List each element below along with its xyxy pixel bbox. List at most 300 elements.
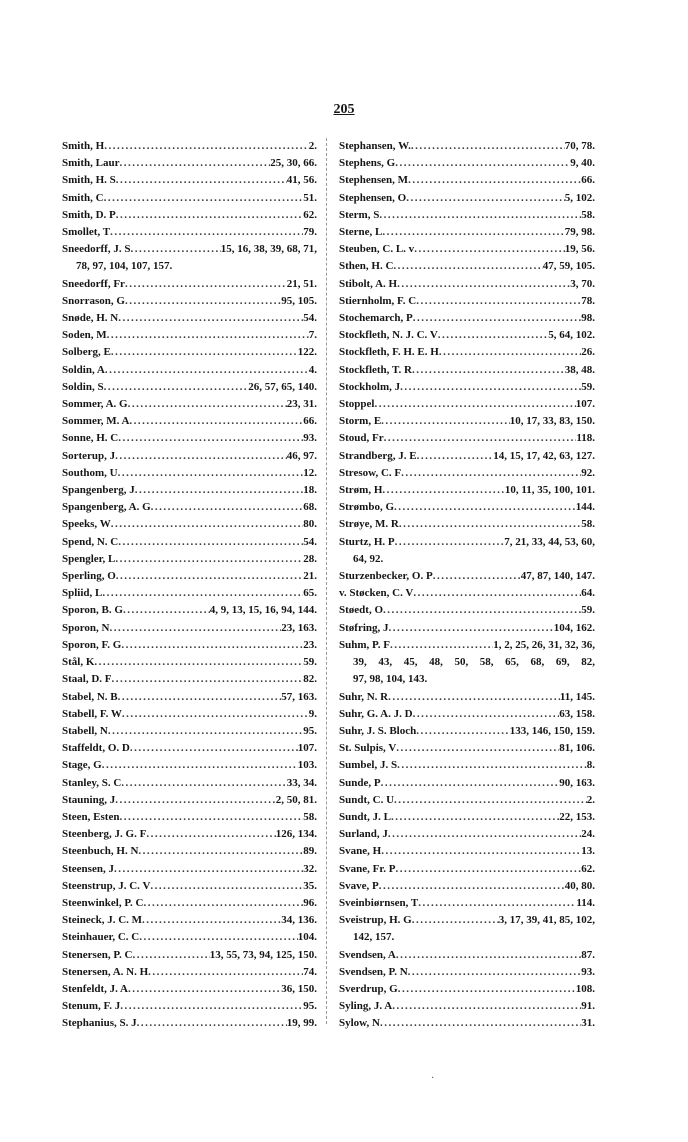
leader-dots (438, 327, 548, 344)
index-entry (62, 912, 317, 929)
leader-dots (382, 224, 564, 241)
index-entry (339, 344, 595, 361)
entry-name: Smith, C (62, 191, 104, 204)
leader-dots (125, 276, 287, 293)
leader-dots (139, 929, 298, 946)
entry-name: Soldin, A (62, 363, 105, 376)
entry-pages: 114. (576, 896, 595, 909)
entry-name: Stephanius, S. J (62, 1017, 137, 1030)
entry-name: Stockholm, J (339, 380, 401, 393)
entry-name: Suhr, J. S. Bloch (339, 724, 417, 737)
index-entry (339, 775, 595, 792)
entry-pages: 7. (308, 329, 317, 342)
leader-dots (110, 224, 303, 241)
leader-dots (119, 809, 303, 826)
index-entry (62, 775, 317, 792)
entry-name: Stephansen, W. (339, 140, 411, 152)
entry-name: Sporon, F. G (62, 638, 122, 651)
leader-dots (135, 482, 304, 499)
leader-dots (380, 1015, 581, 1032)
entry-pages-continued: 39, 43, 45, 48, 50, 58, 65, 68, 69, 82, (353, 656, 595, 669)
entry-name: Steenwinkel, P. C (62, 896, 144, 909)
index-entry (62, 998, 317, 1015)
index-entry (62, 826, 317, 843)
entry-name: Smith, Laur (62, 157, 120, 170)
entry-pages: 65. (303, 587, 317, 600)
entry-name: Støfring, J (339, 621, 389, 634)
leader-dots (388, 826, 581, 843)
entry-pages: 79, 98. (564, 226, 595, 239)
leader-dots (107, 327, 309, 344)
entry-pages: 74. (303, 965, 317, 978)
entry-pages: 62. (581, 862, 595, 875)
entry-name: Smollet, T (62, 226, 111, 239)
entry-pages: 89. (303, 845, 317, 858)
leader-dots (395, 861, 581, 878)
leader-dots (112, 671, 304, 688)
leader-dots (115, 792, 276, 809)
index-entry (62, 207, 317, 224)
entry-name: Steuben, C. L. v (339, 243, 415, 256)
entry-pages: 95. (303, 724, 317, 737)
leader-dots (382, 482, 504, 499)
index-entry (339, 602, 595, 619)
entry-pages: 31. (581, 1017, 595, 1030)
leader-dots (416, 293, 581, 310)
leader-dots (123, 602, 210, 619)
entry-name: Sunde, P (339, 776, 381, 789)
index-entry (62, 689, 317, 706)
entry-pages: 108. (575, 982, 595, 995)
entry-pages: 104, 162. (553, 621, 595, 634)
leader-dots (398, 981, 576, 998)
index-entry (339, 861, 595, 878)
index-entry (339, 809, 595, 826)
entry-pages: 32. (303, 862, 317, 875)
leader-dots (118, 465, 304, 482)
leader-dots (381, 775, 560, 792)
entry-pages: 59. (581, 604, 595, 617)
leader-dots (383, 602, 581, 619)
leader-dots (151, 499, 304, 516)
index-entry (62, 190, 317, 207)
entry-name: Stenersen, A. N. H (62, 965, 149, 978)
entry-name: Smith, H (62, 140, 105, 152)
index-column-left (62, 138, 317, 1033)
entry-name: Snøde, H. N (62, 312, 119, 325)
index-entry (62, 878, 317, 895)
leader-dots (384, 430, 577, 447)
leader-dots (393, 258, 542, 275)
index-entry (62, 568, 317, 585)
entry-name: Stibolt, A. H (339, 277, 398, 290)
entry-pages: 28. (303, 552, 317, 565)
entry-name: Sylow, N (339, 1017, 380, 1030)
entry-pages: 14, 15, 17, 42, 63, 127. (493, 449, 595, 462)
page-number: 205 (333, 102, 355, 117)
index-entry (62, 740, 317, 757)
index-entry (62, 172, 317, 189)
entry-name: v. Støcken, C. V (339, 587, 414, 600)
entry-name: Speeks, W (62, 518, 111, 531)
index-entry (62, 516, 317, 533)
entry-name: Sundt, J. L (339, 810, 391, 823)
entry-pages: 21, 51. (286, 277, 317, 290)
index-entry (62, 482, 317, 499)
index-entry (62, 654, 317, 671)
leader-dots (388, 689, 560, 706)
entry-name: Stauning, J (62, 793, 116, 806)
index-entry (62, 895, 317, 912)
leader-dots (394, 499, 576, 516)
entry-name: Sporon, N (62, 621, 110, 634)
entry-pages-continued: 97, 98, 104, 143. (353, 673, 428, 686)
index-entry (339, 430, 595, 447)
leader-dots (125, 293, 281, 310)
leader-dots (400, 379, 581, 396)
entry-name: Stresow, C. F (339, 466, 402, 479)
entry-pages-continued: 142, 157. (353, 931, 395, 944)
index-entry (62, 637, 317, 654)
entry-pages: 10, 11, 35, 100, 101. (504, 484, 595, 497)
entry-name: Stephensen, M (339, 174, 409, 187)
entry-name: Sommer, A. G (62, 398, 128, 411)
leader-dots (394, 792, 587, 809)
leader-dots (150, 878, 303, 895)
entry-name: Svave, P (339, 879, 379, 892)
entry-name: Sthen, H. C (339, 260, 394, 273)
leader-dots (118, 310, 303, 327)
entry-pages: 26, 57, 65, 140. (248, 380, 317, 393)
entry-name: Spend, N. C (62, 535, 119, 548)
entry-pages: 93. (303, 432, 317, 445)
index-entry (339, 482, 595, 499)
entry-name: Strandberg, J. E (339, 449, 417, 462)
leader-dots (381, 843, 581, 860)
entry-name: Støedt, O (339, 604, 383, 617)
leader-dots (411, 138, 565, 155)
index-entry (339, 706, 595, 723)
entry-name: Sorterup, J (62, 449, 116, 462)
index-entry (62, 224, 317, 241)
leader-dots (379, 207, 581, 224)
leader-dots (109, 620, 281, 637)
entry-pages: 38, 48. (564, 363, 595, 376)
index-entry (62, 964, 317, 981)
entry-pages: 2, 50, 81. (275, 793, 317, 806)
entry-name: Steen, Esten (62, 810, 120, 823)
entry-pages: 15, 16, 38, 39, 68, 71, (220, 243, 317, 256)
entry-name: Snorrason, G (62, 294, 125, 307)
leader-dots (413, 585, 581, 602)
index-entry (62, 861, 317, 878)
entry-name: Stiernholm, F. C (339, 294, 417, 307)
leader-dots (148, 964, 303, 981)
leader-dots (102, 585, 303, 602)
index-entry (339, 310, 595, 327)
entry-name: Stage, G (62, 759, 102, 772)
entry-name: Syling, J. A (339, 1000, 393, 1013)
index-entry (339, 190, 595, 207)
entry-pages: 96. (303, 896, 317, 909)
entry-pages: 79. (303, 226, 317, 239)
index-entry (339, 998, 595, 1015)
entry-name: Steinhauer, C. C (62, 931, 140, 944)
entry-pages: 95, 105. (281, 294, 317, 307)
entry-pages: 34, 136. (281, 914, 317, 927)
entry-pages: 4. (308, 363, 317, 376)
entry-pages: 9. (308, 707, 317, 720)
index-entry (339, 465, 595, 482)
index-entry (62, 276, 317, 293)
leader-dots (396, 740, 559, 757)
leader-dots (396, 947, 581, 964)
entry-name: Sonne, H. C (62, 432, 119, 445)
index-entry (62, 448, 317, 465)
index-entry (339, 895, 595, 912)
entry-pages: 51. (303, 191, 317, 204)
entry-name: Surland, J (339, 828, 388, 841)
entry-pages: 36, 150. (281, 982, 317, 995)
entry-name: Steenbuch, H. N (62, 845, 139, 858)
entry-name: Stenersen, P. C (62, 948, 133, 961)
entry-pages: 22, 153. (559, 810, 595, 823)
index-entry (339, 637, 595, 689)
entry-name: St. Sulpis, V (339, 742, 397, 755)
entry-pages: 58. (303, 810, 317, 823)
index-entry (62, 843, 317, 860)
entry-pages: 59. (303, 656, 317, 669)
index-entry (339, 981, 595, 998)
entry-pages-continued: 64, 92. (353, 552, 384, 565)
entry-pages: 13, 55, 73, 94, 125, 150. (209, 948, 317, 961)
entry-pages: 12. (303, 466, 317, 479)
leader-dots (390, 637, 493, 654)
entry-pages: 47, 59, 105. (542, 260, 595, 273)
leader-dots (116, 172, 287, 189)
leader-dots (412, 362, 565, 379)
leader-dots (120, 998, 303, 1015)
leader-dots (118, 430, 303, 447)
index-entry (339, 207, 595, 224)
leader-dots (395, 155, 570, 172)
leader-dots (412, 912, 499, 929)
entry-pages: 93. (581, 965, 595, 978)
entry-name: Spengler, L (62, 552, 116, 565)
leader-dots (401, 465, 581, 482)
entry-name: Stockfleth, N. J. C. V (339, 329, 438, 342)
entry-name: Strøye, M. R (339, 518, 399, 531)
entry-name: Spliid, L (62, 587, 103, 600)
leader-dots (417, 448, 494, 465)
index-entry (62, 362, 317, 379)
index-entry (339, 1015, 595, 1032)
leader-dots (144, 895, 304, 912)
leader-dots (115, 551, 303, 568)
index-entry (62, 327, 317, 344)
index-entry (62, 379, 317, 396)
entry-name: Stenfeldt, J. A (62, 982, 128, 995)
index-entry (62, 585, 317, 602)
entry-pages: 81, 106. (559, 742, 595, 755)
entry-pages: 41, 56. (286, 174, 317, 187)
index-entry (339, 224, 595, 241)
entry-name: Storm, E (339, 415, 382, 428)
entry-pages: 26. (581, 346, 595, 359)
index-entry (62, 344, 317, 361)
entry-pages: 7, 21, 33, 44, 53, 60, (504, 535, 595, 548)
leader-dots (381, 413, 510, 430)
entry-name: Soldin, S (62, 380, 104, 393)
entry-name: Sporon, B. G (62, 604, 123, 617)
leader-dots (132, 947, 209, 964)
leader-dots (130, 740, 298, 757)
entry-pages: 3, 17, 39, 41, 85, 102, (498, 914, 595, 927)
index-entry (339, 516, 595, 533)
leader-dots (418, 895, 576, 912)
index-entry (339, 258, 595, 275)
entry-pages: 54. (303, 535, 317, 548)
entry-name: Sverdrup, G (339, 982, 398, 995)
leader-dots (105, 362, 309, 379)
entry-pages: 19, 56. (564, 243, 595, 256)
leader-dots (374, 396, 575, 413)
entry-pages: 66. (303, 415, 317, 428)
index-entry (339, 585, 595, 602)
index-entry (62, 947, 317, 964)
index-entry (339, 448, 595, 465)
entry-pages: 118. (576, 432, 595, 445)
entry-pages: 95. (303, 1000, 317, 1013)
column-divider (326, 138, 327, 1024)
index-entry (62, 430, 317, 447)
entry-name: Stockfleth, T. R (339, 363, 412, 376)
index-entry (339, 276, 595, 293)
leader-dots (111, 344, 298, 361)
entry-pages: 92. (581, 466, 595, 479)
entry-name: Stål, K (62, 656, 95, 669)
entry-name: Svane, Fr. P (339, 862, 396, 875)
entry-name: Steineck, J. C. M (62, 914, 143, 927)
entry-name: Staal, D. F (62, 673, 112, 686)
leader-dots (129, 413, 303, 430)
leader-dots (138, 843, 303, 860)
index-entry (339, 792, 595, 809)
entry-pages: 107. (575, 398, 595, 411)
leader-dots (121, 775, 286, 792)
leader-dots (121, 637, 303, 654)
entry-name: Strøm, H (339, 484, 383, 497)
leader-dots (104, 379, 249, 396)
entry-name: Stabel, N. B (62, 690, 118, 703)
entry-pages: 19, 99. (286, 1017, 317, 1030)
entry-name: Stephens, G (339, 157, 396, 170)
entry-pages: 13. (581, 845, 595, 858)
entry-pages: 2. (308, 140, 317, 152)
leader-dots (104, 138, 309, 155)
index-entry (62, 310, 317, 327)
entry-pages: 10, 17, 33, 83, 150. (509, 415, 595, 428)
entry-pages: 23, 31. (286, 398, 317, 411)
leader-dots (130, 241, 220, 258)
entry-name: Spangenberg, A. G (62, 501, 151, 514)
entry-name: Staffeldt, O. D (62, 742, 130, 755)
entry-name: Sperling, O (62, 570, 116, 583)
leader-dots (395, 534, 505, 551)
entry-name: Sumbel, J. S (339, 759, 398, 772)
index-entry (62, 981, 317, 998)
index-entry (62, 792, 317, 809)
entry-name: Steenstrup, J. C. V (62, 879, 151, 892)
index-entry (62, 155, 317, 172)
index-entry (62, 1015, 317, 1032)
entry-pages-continued: 78, 97, 104, 107, 157. (76, 260, 173, 273)
entry-name: Stenum, F. J (62, 1000, 121, 1013)
entry-pages: 80. (303, 518, 317, 531)
entry-name: Sterne, L (339, 226, 383, 239)
leader-dots (416, 723, 510, 740)
leader-dots (119, 155, 270, 172)
leader-dots (397, 276, 570, 293)
leader-dots (414, 241, 565, 258)
index-entry (339, 740, 595, 757)
leader-dots (116, 207, 303, 224)
leader-dots (111, 516, 304, 533)
entry-pages: 58. (581, 208, 595, 221)
entry-pages: 23. (303, 638, 317, 651)
leader-dots (399, 516, 581, 533)
index-entry (339, 396, 595, 413)
entry-pages: 90, 163. (559, 776, 595, 789)
index-entry (339, 826, 595, 843)
index-entry (62, 534, 317, 551)
index-entry (339, 947, 595, 964)
entry-name: Stabell, F. W (62, 707, 122, 720)
entry-pages: 5, 102. (564, 191, 595, 204)
entry-name: Svane, H (339, 845, 382, 858)
entry-name: Stoppel (339, 398, 375, 411)
index-entry (62, 551, 317, 568)
entry-name: Stabell, N (62, 724, 108, 737)
leader-dots (94, 654, 303, 671)
index-entry (62, 929, 317, 946)
entry-name: Sneedorff, Fr (62, 277, 125, 290)
entry-name: Stephensen, O (339, 191, 407, 204)
leader-dots (413, 310, 582, 327)
leader-dots (137, 1015, 287, 1032)
index-entry (62, 620, 317, 637)
entry-pages: 33, 34. (286, 776, 317, 789)
leader-dots (108, 723, 303, 740)
entry-pages: 64. (581, 587, 595, 600)
index-entry (339, 293, 595, 310)
entry-pages: 47, 87, 140, 147. (520, 570, 595, 583)
entry-pages: 87. (581, 948, 595, 961)
leader-dots (408, 964, 582, 981)
entry-pages: 18. (303, 484, 317, 497)
entry-pages: 68. (303, 501, 317, 514)
index-entry (339, 362, 595, 379)
entry-name: Sveinbiørnsen, T (339, 896, 419, 909)
leader-dots (389, 620, 554, 637)
entry-name: Southom, U (62, 466, 118, 479)
entry-pages: 122. (297, 346, 317, 359)
index-entry (339, 964, 595, 981)
index-entry (339, 413, 595, 430)
leader-dots (115, 448, 287, 465)
leader-dots (433, 568, 521, 585)
entry-pages: 144. (575, 501, 595, 514)
